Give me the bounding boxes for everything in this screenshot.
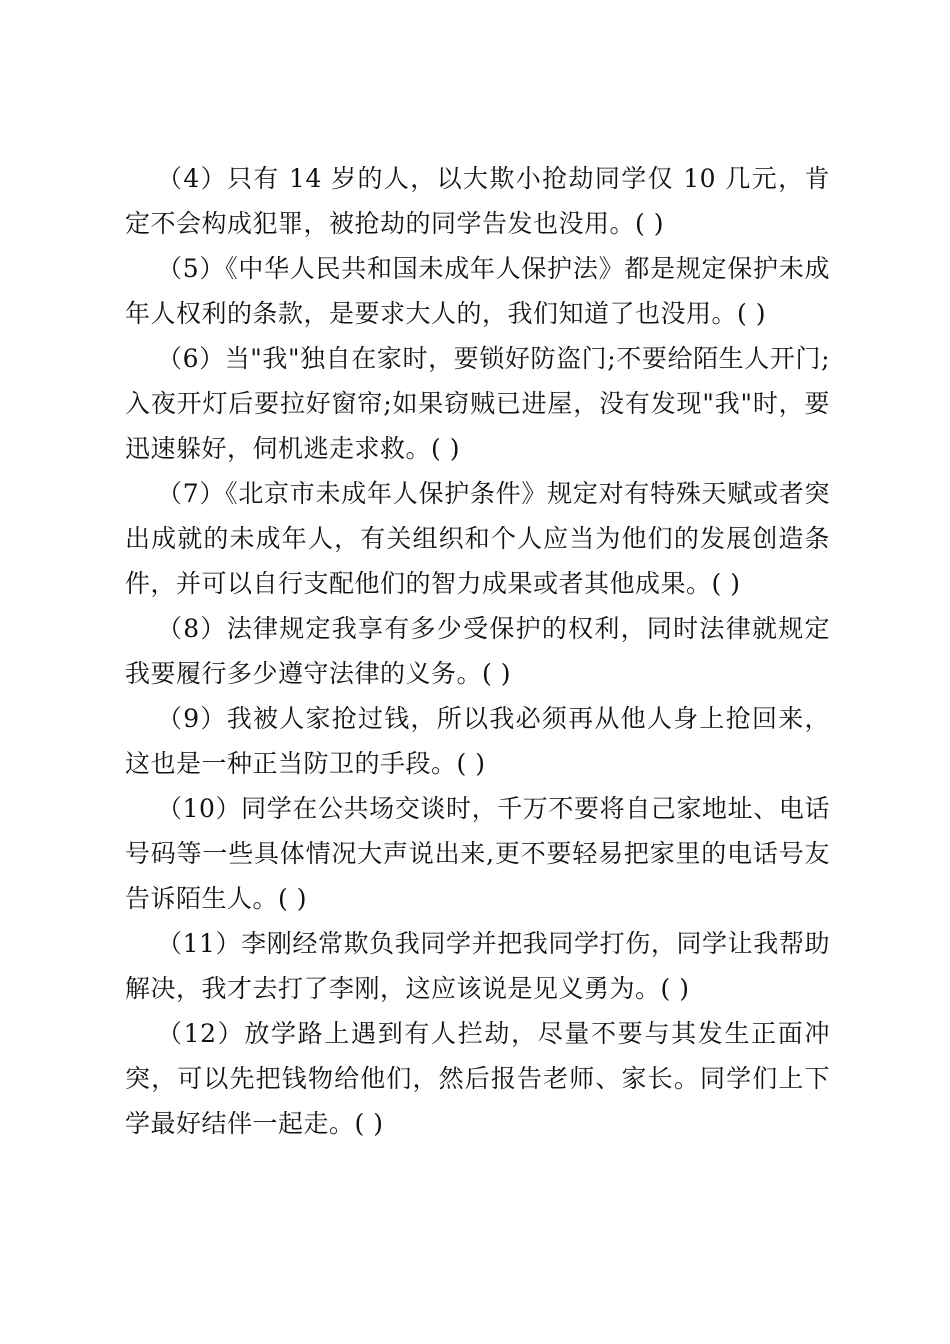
question-item-7: （7）《北京市未成年人保护条件》规定对有特殊天赋或者突出成就的未成年人，有关组织和个人应当为他们的发展创造条件，并可以自行支配他们的智力成果或者其他成果。( ) (125, 479, 830, 598)
question-item-8: （8）法律规定我享有多少受保护的权利，同时法律就规定我要履行多少遵守法律的义务。( ) (125, 614, 830, 688)
question-item-4: （4）只有 14 岁的人，以大欺小抢劫同学仅 10 几元，肯定不会构成犯罪，被抢劫的同学告发也没用。( ) (125, 164, 830, 238)
question-item-9: （9）我被人家抢过钱，所以我必须再从他人身上抢回来，这也是一种正当防卫的手段。( ) (125, 704, 830, 778)
question-item-12: （12）放学路上遇到有人拦劫，尽量不要与其发生正面冲突，可以先把钱物给他们，然后报告老师、家长。同学们上下学最好结伴一起走。( ) (125, 1019, 830, 1138)
question-item-10: （10）同学在公共场交谈时，千万不要将自己家地址、电话号码等一些具体情况大声说出来,更不要轻易把家里的电话号友告诉陌生人。( ) (125, 794, 830, 913)
question-item-6: （6）当"我"独自在家时，要锁好防盗门;不要给陌生人开门;入夜开灯后要拉好窗帘;如果窃贼已进屋，没有发现"我"时，要迅速躲好，伺机逃走求救。( ) (125, 344, 830, 463)
question-item-11: （11）李刚经常欺负我同学并把我同学打伤，同学让我帮助解决，我才去打了李刚，这应该说是见义勇为。( ) (125, 929, 830, 1003)
question-item-5: （5）《中华人民共和国未成年人保护法》都是规定保护未成年人权利的条款，是要求大人的，我们知道了也没用。( ) (125, 254, 830, 328)
document-body (125, 156, 830, 1146)
